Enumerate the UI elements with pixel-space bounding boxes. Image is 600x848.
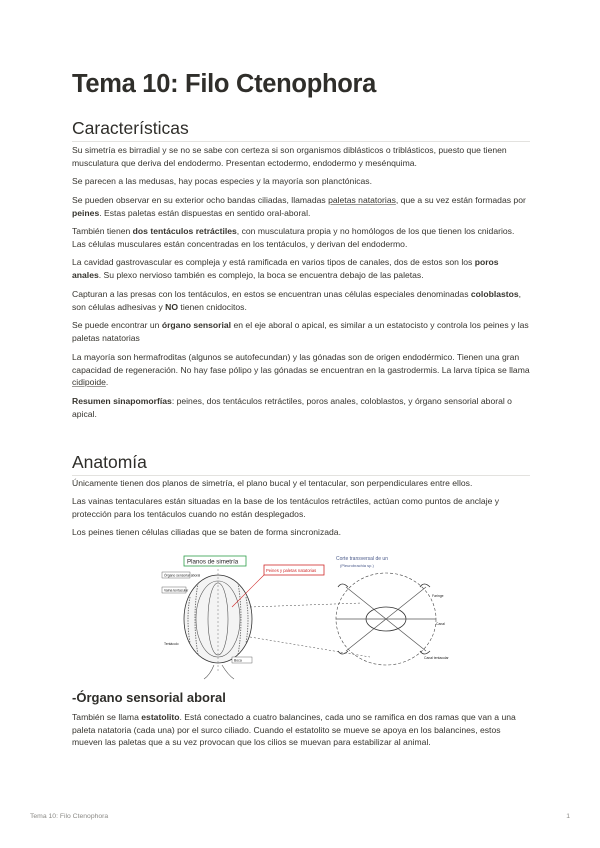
paragraph-text: Los peines tienen células ciliadas que se baten de forma sincronizada. <box>72 527 341 537</box>
paragraph-text: Resumen sinapomorfías: peines, dos tentáculos retráctiles, poros anales, coloblastos, y órgano sensorial aboral o apical. <box>72 396 512 419</box>
term-no: NO <box>165 301 179 312</box>
paragraph-text: Únicamente tienen dos planos de simetría, el plano bucal y el tentacular, son perpendiculares entre ellos. <box>72 478 473 488</box>
section-heading-organo: -Órgano sensorial aboral <box>72 690 226 705</box>
paragraph-text: También tienen dos tentáculos retráctiles, con musculatura propia y no homólogos de los que tienen los cnidarios. Las células musculares están concentradas en los tentáculos, y derivan del endodermo. <box>72 226 515 249</box>
term-poros-anales: poros anales <box>72 257 499 280</box>
paragraph-text: Se parecen a las medusas, hay pocas especies y la mayoría son planctónicas. <box>72 176 372 186</box>
paragraph-text: Se pueden observar en su exterior ocho bandas ciliadas, llamadas paletas natatorias, que a su vez están formadas por peines. Estas paletas están dispuestas en sentido oral-aboral. <box>72 195 526 218</box>
pointer-dash-1 <box>250 603 362 607</box>
term-coloblastos: coloblastos <box>470 289 519 299</box>
section-anatomia <box>72 452 530 476</box>
figure-label-right1: Faringe <box>432 594 444 598</box>
pointer-dash-2 <box>250 637 370 657</box>
figure-label-bottom: Boca <box>234 658 242 663</box>
paragraph <box>72 288 530 313</box>
paragraph-text: Se puede encontrar un órgano sensorial en el eje aboral o apical, es similar a un estatocisto y controla los peines y las paletas natatorias <box>72 320 529 343</box>
paragraph-text: La mayoría son hermafroditas (algunos se autofecundan) y las gónadas son de origen endodérmico. Tienen una gran capacidad de regeneración. No hay fase pólipo y las gónadas se encuentran en la gastrodermis. La larva típica se llama cidipoide. <box>72 352 530 387</box>
paragraph <box>72 256 530 281</box>
term-paletas-natatorias: paletas natatorias <box>328 195 396 205</box>
term-resumen: Resumen sinapomorfías <box>72 396 172 406</box>
paragraph-text: Capturan a las presas con los tentáculos, en estos se encuentran unas células especiales denominadas coloblastos, son células adhesivas y NO tienen cnidocitos. <box>72 289 522 312</box>
paragraph-text: Las vainas tentaculares están situadas en la base de los tentáculos retráctiles, actúan como puntos de anclaje y protección para los tentáculos cuando no están desplegados. <box>72 496 500 519</box>
paragraph-text: Su simetría es birradial y se no se sabe con certeza si son organismos diblásticos o triblásticos, puesto que tienen musculatura que deriva del endodermo. Presentan ectodermo, endodermo y mesénquima. <box>72 145 507 168</box>
paragraph <box>72 711 530 749</box>
term-organo-sensorial: órgano sensorial <box>161 320 232 330</box>
figure-label-left3: Tentáculo <box>164 642 179 646</box>
term-estatolito: estatolito <box>141 712 180 722</box>
term-cidipoide: cidipoide <box>72 377 106 387</box>
figure-label-right3: Canal tentacular <box>424 656 449 660</box>
term-peines: peines <box>72 207 100 218</box>
paragraph <box>72 319 530 344</box>
figure-label-right-subtitle: (Pleurobrachia sp.) <box>340 563 374 568</box>
paragraph <box>72 395 530 420</box>
section-heading-anatomia: Anatomía <box>72 452 530 476</box>
figure-label-red: Peines y paletas natatorias <box>266 568 317 573</box>
figure-label-planes: Planos de simetría <box>187 558 239 566</box>
figure-label-left1: Órgano sensorial aboral <box>164 573 201 578</box>
page-number: 1 <box>566 813 570 820</box>
footer-title: Tema 10: Filo Ctenophora <box>30 813 109 820</box>
paragraph <box>72 194 530 219</box>
paragraph <box>72 351 530 389</box>
paragraph <box>72 225 530 250</box>
term-tentaculos: dos tentáculos retráctiles <box>132 226 237 236</box>
anatomy-figure <box>164 547 470 683</box>
paragraph <box>72 495 530 520</box>
paragraph-text: La cavidad gastrovascular es compleja y está ramificada en varios tipos de canales, dos de estos son los poros anales. Su plexo nervioso también es complejo, la boca se encuentra debajo de las paletas. <box>72 257 499 280</box>
paragraph <box>72 144 530 169</box>
paragraph <box>72 477 530 490</box>
section-organo <box>72 690 530 705</box>
section-heading-caracteristicas: Características <box>72 118 530 142</box>
figure-label-right-title: Corte transversal de un <box>336 556 388 562</box>
paragraph-text: También se llama estatolito. Está conectado a cuatro balancines, cada uno se ramifica en dos ramas que van a una paleta natatoria (cada una) por el surco ciliado. Cuando el estatolito se mueve se apoya en los balancines, estos mueven las paletas que a su vez provocan que los cilios se muevan para estabilizar al animal. <box>72 712 516 747</box>
tentacle-lines <box>204 665 234 679</box>
canals <box>336 587 436 651</box>
page-title: Tema 10: Filo Ctenophora <box>72 70 377 98</box>
paragraph <box>72 526 530 539</box>
paragraph <box>72 175 530 188</box>
figure-label-left2: Vaina tentacular <box>164 588 189 593</box>
figure-label-right2: Canal <box>436 622 445 626</box>
section-caracteristicas <box>72 118 530 142</box>
